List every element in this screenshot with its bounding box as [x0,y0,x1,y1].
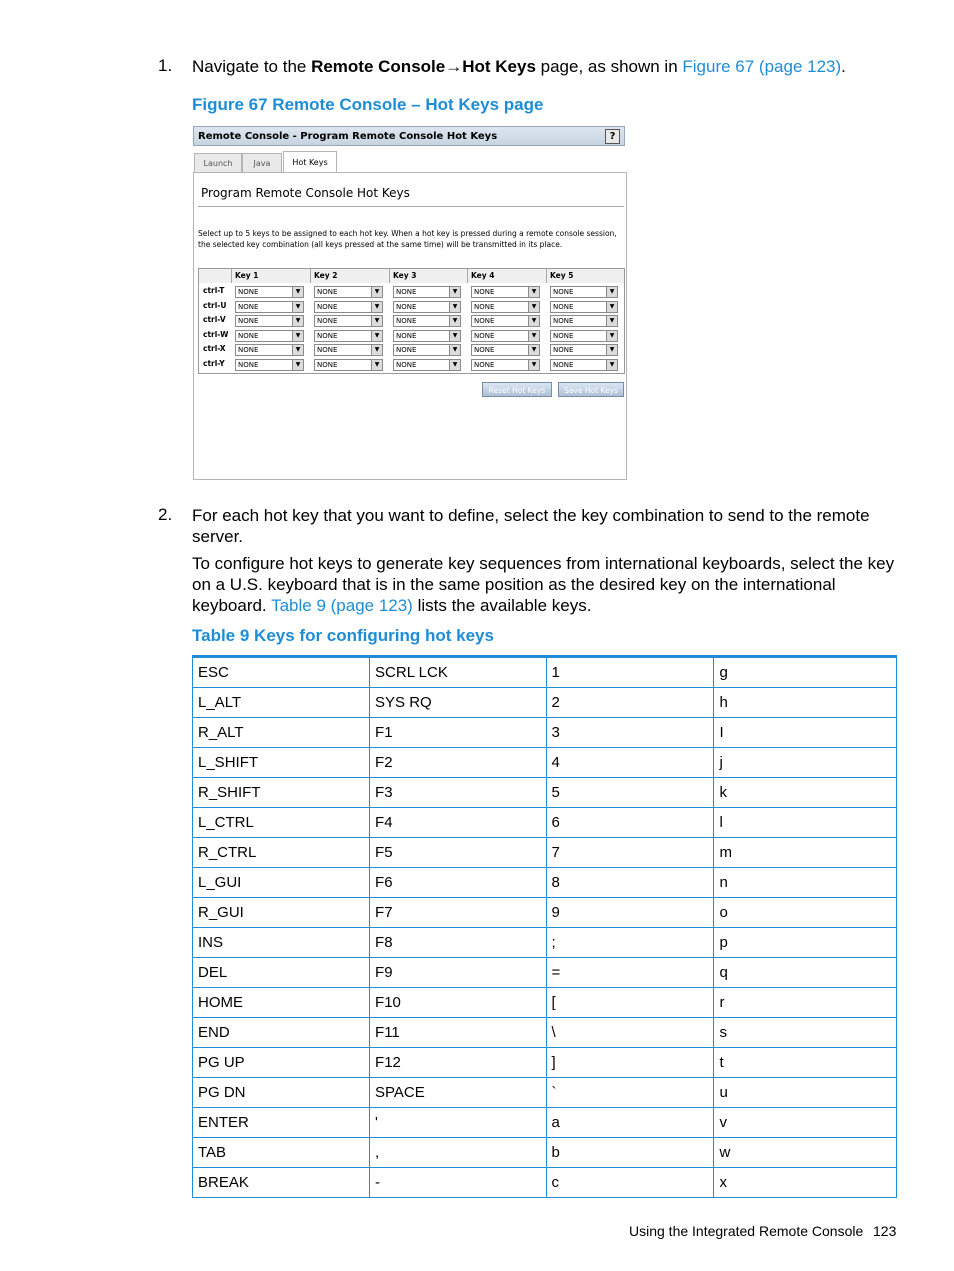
key-select[interactable] [235,344,304,356]
chevron-down-icon[interactable]: ▼ [371,316,382,326]
table-row [193,958,897,988]
key-select[interactable] [235,359,304,371]
chevron-down-icon[interactable]: ▼ [292,360,303,370]
table-cell: o [714,898,897,928]
table-cell: , [370,1138,546,1168]
key-column-header: Key 4 [467,269,546,283]
table-cell: t [714,1048,897,1078]
table-cell: F11 [370,1018,546,1048]
key-select[interactable] [471,301,540,313]
tab-launch[interactable]: Launch [194,153,242,173]
chevron-down-icon[interactable]: ▼ [371,287,382,297]
hot-key-row-label: ctrl-X [203,344,226,354]
table-9-link[interactable]: Table 9 (page 123) [271,596,413,615]
key-select-value: NONE [238,317,259,326]
table-cell: PG UP [193,1048,370,1078]
table-cell: F3 [370,778,546,808]
table-row [193,1108,897,1138]
table-cell: r [714,988,897,1018]
table-cell: F7 [370,898,546,928]
key-select-value: NONE [317,302,338,311]
keys-table [192,655,897,1198]
key-select[interactable] [550,286,618,298]
hot-keys-grid [198,268,625,374]
table-cell: R_GUI [193,898,370,928]
step-1-text-before: Navigate to the [192,57,312,76]
table-cell: - [370,1168,546,1198]
grid-corner-header [199,269,231,283]
step-2-number: 2. [158,505,173,524]
table-cell: ' [370,1108,546,1138]
hot-key-row-label: ctrl-V [203,315,226,325]
hot-key-row-label: ctrl-Y [203,359,225,368]
key-select-value: NONE [396,288,417,296]
chevron-down-icon[interactable]: ▼ [528,331,539,341]
chevron-down-icon[interactable]: ▼ [292,316,303,326]
table-cell: R_SHIFT [193,778,370,808]
table-row [193,928,897,958]
table-row [193,1018,897,1048]
step-2-para-before: To configure hot keys to generate key sequences from international keyboards, select the key on a U.S. keyboard that is in the same position as the desired key on the international keyboard. [192,554,895,615]
table-cell: a [546,1108,714,1138]
reset-hot-keys-button[interactable]: Reset Hot Keys [482,382,552,397]
tab-java[interactable]: Java [242,153,282,173]
table-cell: R_CTRL [193,838,370,868]
table-cell: SCRL LCK [370,657,546,688]
key-select-value: NONE [553,346,574,355]
table-row [193,1168,897,1198]
figure-caption: Figure 67 Remote Console – Hot Keys page [192,95,544,114]
table-row [193,778,897,808]
step-2-paragraph [192,553,897,616]
table-cell: BREAK [193,1168,370,1198]
table-cell: F5 [370,838,546,868]
chevron-down-icon[interactable]: ▼ [528,360,539,370]
key-select-value: NONE [553,302,574,311]
chevron-down-icon[interactable]: ▼ [292,302,303,312]
chevron-down-icon[interactable]: ▼ [449,287,460,297]
key-select-value: NONE [238,361,259,369]
chevron-down-icon[interactable]: ▼ [528,316,539,326]
key-select[interactable] [393,359,461,371]
chevron-down-icon[interactable]: ▼ [606,331,617,341]
table-cell: HOME [193,988,370,1018]
table-cell: s [714,1018,897,1048]
step-1-text-after: . [841,57,846,76]
table-row [193,808,897,838]
table-cell: F2 [370,748,546,778]
table-cell: SPACE [370,1078,546,1108]
tab-hot-keys[interactable]: Hot Keys [283,151,337,174]
chevron-down-icon[interactable]: ▼ [449,331,460,341]
chevron-down-icon[interactable]: ▼ [449,302,460,312]
table-cell: 1 [546,657,714,688]
table-row [193,898,897,928]
key-select[interactable] [314,315,383,327]
table-row [193,838,897,868]
table-cell: ; [546,928,714,958]
key-select-value: NONE [317,346,338,355]
step-2-para-after: lists the available keys. [412,596,592,615]
table-cell: v [714,1108,897,1138]
table-cell: 4 [546,748,714,778]
table-row [193,988,897,1018]
key-select-value: NONE [474,331,495,340]
table-cell: L_ALT [193,688,370,718]
key-select-value: NONE [317,331,338,340]
table-cell: SYS RQ [370,688,546,718]
table-cell: F12 [370,1048,546,1078]
screenshot-title-bar [193,126,625,146]
key-select[interactable] [314,344,383,356]
chevron-down-icon[interactable]: ▼ [292,287,303,297]
key-select-value: NONE [396,346,417,355]
key-select[interactable] [235,315,304,327]
table-cell: w [714,1138,897,1168]
table-cell: F10 [370,988,546,1018]
table-row [193,688,897,718]
key-select-value: NONE [474,317,495,326]
table-cell: F1 [370,718,546,748]
table-cell: F8 [370,928,546,958]
table-row [193,657,897,688]
save-hot-keys-button[interactable]: Save Hot Keys [558,382,624,397]
chevron-down-icon[interactable]: ▼ [371,345,382,355]
step-1-menu-path: Remote Console→Hot Keys [311,57,536,76]
hot-keys-panel [193,172,627,480]
key-select-value: NONE [553,331,574,340]
key-select[interactable] [314,301,383,313]
key-select[interactable] [550,359,618,371]
table-cell: L_CTRL [193,808,370,838]
key-select-value: NONE [396,317,417,326]
table-row [193,1078,897,1108]
chevron-down-icon[interactable]: ▼ [528,345,539,355]
table-row [193,1138,897,1168]
chevron-down-icon[interactable]: ▼ [292,345,303,355]
key-select-value: NONE [238,302,259,311]
table-cell: L_SHIFT [193,748,370,778]
key-column-header: Key 1 [231,269,310,283]
table-cell: 5 [546,778,714,808]
table-cell: \ [546,1018,714,1048]
key-select-value: NONE [553,288,574,296]
table-row [193,718,897,748]
key-select-value: NONE [238,288,259,296]
table-cell: 9 [546,898,714,928]
chevron-down-icon[interactable]: ▼ [449,345,460,355]
table-cell: F4 [370,808,546,838]
key-select[interactable] [550,344,618,356]
hot-key-row-label: ctrl-U [203,300,227,310]
key-select[interactable] [471,315,540,327]
page-number: 123 [873,1223,897,1239]
hot-key-row-label: ctrl-W [203,329,229,339]
table-cell: 3 [546,718,714,748]
table-cell: 6 [546,808,714,838]
key-select-value: NONE [317,361,338,369]
key-select[interactable] [550,315,618,327]
table-row [193,748,897,778]
table-cell: h [714,688,897,718]
key-select-value: NONE [396,302,417,311]
footer-text: Using the Integrated Remote Console [629,1223,864,1239]
table-cell: n [714,868,897,898]
table-row [193,868,897,898]
chevron-down-icon[interactable]: ▼ [528,287,539,297]
key-select[interactable] [314,286,383,298]
table-cell: F9 [370,958,546,988]
chevron-down-icon[interactable]: ▼ [606,287,617,297]
table-cell: ESC [193,657,370,688]
screenshot-title: Remote Console - Program Remote Console Hot Keys [198,131,498,142]
key-select-value: NONE [317,288,338,296]
table-cell: p [714,928,897,958]
panel-title: Program Remote Console Hot Keys [201,186,410,200]
table-cell: F6 [370,868,546,898]
key-select[interactable] [393,344,461,356]
table-cell: = [546,958,714,988]
key-column-header: Key 2 [310,269,389,283]
table-cell: 2 [546,688,714,718]
step-1-number: 1. [158,56,173,75]
panel-description: Select up to 5 keys to be assigned to each hot key. When a hot key is pressed during a remote console session, the selected key combination (all keys pressed at the same time) will be transmitted in its place. [198,229,617,249]
chevron-down-icon[interactable]: ▼ [449,360,460,370]
key-select[interactable] [471,330,540,342]
key-select[interactable] [471,286,540,298]
key-select-value: NONE [474,288,495,296]
key-select-value: NONE [553,317,574,326]
key-select[interactable] [235,330,304,342]
key-select-value: NONE [396,331,417,340]
table-cell: ] [546,1048,714,1078]
table-cell: 7 [546,838,714,868]
key-select-value: NONE [474,361,495,369]
table-cell: m [714,838,897,868]
key-select[interactable] [393,330,461,342]
key-select[interactable] [393,315,461,327]
table-cell: ENTER [193,1108,370,1138]
table-cell: u [714,1078,897,1108]
chevron-down-icon[interactable]: ▼ [449,316,460,326]
help-icon[interactable]: ? [605,129,620,144]
key-select[interactable] [393,286,461,298]
chevron-down-icon[interactable]: ▼ [528,302,539,312]
chevron-down-icon[interactable]: ▼ [371,360,382,370]
table-cell: c [546,1168,714,1198]
key-select[interactable] [314,330,383,342]
key-select[interactable] [471,344,540,356]
table-cell: k [714,778,897,808]
chevron-down-icon[interactable]: ▼ [606,302,617,312]
table-cell: DEL [193,958,370,988]
step-2-text: For each hot key that you want to define, select the key combination to send to the remote server. [192,506,870,546]
chevron-down-icon[interactable]: ▼ [606,360,617,370]
table-cell: PG DN [193,1078,370,1108]
chevron-down-icon[interactable]: ▼ [606,345,617,355]
table-cell: ` [546,1078,714,1108]
table-cell: R_ALT [193,718,370,748]
key-select-value: NONE [238,331,259,340]
table-cell: END [193,1018,370,1048]
chevron-down-icon[interactable]: ▼ [371,331,382,341]
hot-keys-screenshot [193,126,627,480]
key-select-value: NONE [474,346,495,355]
hot-key-row-label: ctrl-T [203,286,225,295]
chevron-down-icon[interactable]: ▼ [606,316,617,326]
table-cell: I [714,718,897,748]
chevron-down-icon[interactable]: ▼ [292,331,303,341]
panel-divider [198,206,624,207]
key-select[interactable] [314,359,383,371]
key-select-value: NONE [474,302,495,311]
step-1-text-mid: page, as shown in [535,57,683,76]
key-select-value: NONE [553,361,574,369]
table-cell: [ [546,988,714,1018]
table-caption: Table 9 Keys for configuring hot keys [192,626,494,645]
table-cell: l [714,808,897,838]
key-select[interactable] [235,286,304,298]
key-select-value: NONE [317,317,338,326]
step-1-text [192,56,892,77]
table-cell: x [714,1168,897,1198]
key-column-header: Key 3 [389,269,467,283]
key-select[interactable] [550,330,618,342]
table-cell: j [714,748,897,778]
key-select[interactable] [471,359,540,371]
table-cell: g [714,657,897,688]
key-select-value: NONE [396,361,417,369]
chevron-down-icon[interactable]: ▼ [371,302,382,312]
table-cell: 8 [546,868,714,898]
table-row [193,1048,897,1078]
table-cell: q [714,958,897,988]
key-select[interactable] [550,301,618,313]
table-cell: b [546,1138,714,1168]
key-column-header: Key 5 [546,269,624,283]
key-select-value: NONE [238,346,259,355]
table-cell: INS [193,928,370,958]
table-cell: TAB [193,1138,370,1168]
key-select[interactable] [393,301,461,313]
key-select[interactable] [235,301,304,313]
table-cell: L_GUI [193,868,370,898]
figure-67-link[interactable]: Figure 67 (page 123) [682,57,842,76]
